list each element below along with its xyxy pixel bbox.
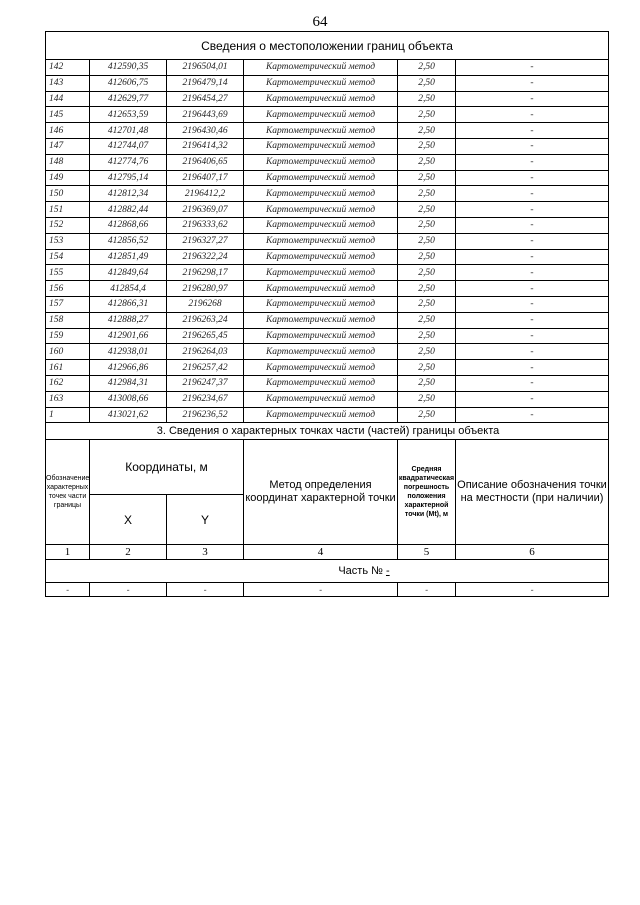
- coord-x: 412966,86: [90, 360, 167, 376]
- part-row: [46, 560, 609, 583]
- coord-x: 412984,31: [90, 375, 167, 391]
- method: Картометрический метод: [244, 138, 398, 154]
- description: -: [456, 344, 609, 360]
- column-index: 2: [90, 545, 167, 560]
- description: -: [456, 265, 609, 281]
- coord-x: 412938,01: [90, 344, 167, 360]
- table-row: [46, 360, 609, 376]
- coord-y: 2196322,24: [167, 249, 244, 265]
- description: -: [456, 186, 609, 202]
- table-row: [46, 344, 609, 360]
- header-accuracy: Средняя квадратическая погрешность положения характерной точки (Mt), м: [398, 440, 456, 545]
- column-index: 3: [167, 545, 244, 560]
- table-row: [46, 265, 609, 281]
- page-number: 64: [312, 14, 328, 30]
- accuracy: 2,50: [398, 328, 456, 344]
- point-number: 147: [46, 138, 90, 154]
- point-number: 160: [46, 344, 90, 360]
- table-row: [46, 233, 609, 249]
- coord-x: 413008,66: [90, 391, 167, 407]
- document-sheet: [45, 31, 608, 597]
- table-row: [46, 328, 609, 344]
- method: Картометрический метод: [244, 296, 398, 312]
- point-number: 152: [46, 217, 90, 233]
- table-row: [46, 312, 609, 328]
- point-number: 154: [46, 249, 90, 265]
- coord-x: 413021,62: [90, 407, 167, 423]
- point-number: 151: [46, 202, 90, 218]
- coord-x: 412888,27: [90, 312, 167, 328]
- coord-y: 2196257,42: [167, 360, 244, 376]
- empty-data-row: [46, 583, 609, 597]
- method: Картометрический метод: [244, 312, 398, 328]
- method: Картометрический метод: [244, 375, 398, 391]
- point-number: 157: [46, 296, 90, 312]
- table-row: [46, 249, 609, 265]
- header-point-designation: Обозначение характерных точек части границы: [46, 440, 90, 545]
- description: -: [456, 138, 609, 154]
- coord-x: 412653,59: [90, 107, 167, 123]
- coord-y: 2196234,67: [167, 391, 244, 407]
- accuracy: 2,50: [398, 217, 456, 233]
- coord-y: 2196247,37: [167, 375, 244, 391]
- coord-x: 412795,14: [90, 170, 167, 186]
- method: Картометрический метод: [244, 407, 398, 423]
- method: Картометрический метод: [244, 186, 398, 202]
- accuracy: 2,50: [398, 375, 456, 391]
- coord-x: 412812,34: [90, 186, 167, 202]
- empty-cell: -: [90, 583, 167, 597]
- accuracy: 2,50: [398, 344, 456, 360]
- table-row: [46, 91, 609, 107]
- accuracy: 2,50: [398, 202, 456, 218]
- coord-x: 412701,48: [90, 123, 167, 139]
- method: Картометрический метод: [244, 328, 398, 344]
- coord-x: 412744,07: [90, 138, 167, 154]
- section-title: 3. Сведения о характерных точках части (частей) границы объекта: [46, 423, 609, 440]
- part-number: -: [385, 565, 390, 578]
- coord-y: 2196327,27: [167, 233, 244, 249]
- description: -: [456, 217, 609, 233]
- table-title: Сведения о местоположении границ объекта: [46, 32, 609, 60]
- coord-x: 412882,44: [90, 202, 167, 218]
- coord-y: 2196406,65: [167, 154, 244, 170]
- coord-y: 2196333,62: [167, 217, 244, 233]
- description: -: [456, 75, 609, 91]
- coord-y: 2196454,27: [167, 91, 244, 107]
- coord-y: 2196298,17: [167, 265, 244, 281]
- description: -: [456, 296, 609, 312]
- accuracy: 2,50: [398, 60, 456, 76]
- accuracy: 2,50: [398, 296, 456, 312]
- description: -: [456, 123, 609, 139]
- accuracy: 2,50: [398, 154, 456, 170]
- column-index: 4: [244, 545, 398, 560]
- method: Картометрический метод: [244, 91, 398, 107]
- description: -: [456, 360, 609, 376]
- coord-y: 2196407,17: [167, 170, 244, 186]
- table-row: [46, 391, 609, 407]
- method: Картометрический метод: [244, 360, 398, 376]
- table-row: [46, 170, 609, 186]
- description: -: [456, 170, 609, 186]
- method: Картометрический метод: [244, 281, 398, 297]
- point-number: 144: [46, 91, 90, 107]
- column-index: 1: [46, 545, 90, 560]
- method: Картометрический метод: [244, 60, 398, 76]
- method: Картометрический метод: [244, 233, 398, 249]
- part-label: Часть №: [338, 565, 383, 578]
- description: -: [456, 391, 609, 407]
- table-row: [46, 107, 609, 123]
- table-row: [46, 75, 609, 91]
- accuracy: 2,50: [398, 123, 456, 139]
- header-x: X: [90, 495, 167, 545]
- accuracy: 2,50: [398, 360, 456, 376]
- section-title-row: [46, 423, 609, 440]
- point-number: 1: [46, 407, 90, 423]
- table-row: [46, 123, 609, 139]
- method: Картометрический метод: [244, 344, 398, 360]
- table-row: [46, 281, 609, 297]
- point-number: 145: [46, 107, 90, 123]
- accuracy: 2,50: [398, 170, 456, 186]
- point-number: 143: [46, 75, 90, 91]
- table-row: [46, 202, 609, 218]
- table-row: [46, 296, 609, 312]
- description: -: [456, 407, 609, 423]
- header-description: Описание обозначения точки на местности (при наличии): [456, 440, 609, 545]
- point-number: 156: [46, 281, 90, 297]
- coord-y: 2196504,01: [167, 60, 244, 76]
- empty-cell: -: [46, 583, 90, 597]
- accuracy: 2,50: [398, 233, 456, 249]
- description: -: [456, 328, 609, 344]
- point-number: 159: [46, 328, 90, 344]
- coord-y: 2196443,69: [167, 107, 244, 123]
- point-number: 162: [46, 375, 90, 391]
- method: Картометрический метод: [244, 202, 398, 218]
- accuracy: 2,50: [398, 265, 456, 281]
- coord-x: 412901,66: [90, 328, 167, 344]
- method: Картометрический метод: [244, 217, 398, 233]
- coord-y: 2196412,2: [167, 186, 244, 202]
- point-number: 161: [46, 360, 90, 376]
- point-number: 158: [46, 312, 90, 328]
- coord-x: 412851,49: [90, 249, 167, 265]
- method: Картометрический метод: [244, 154, 398, 170]
- table-row: [46, 138, 609, 154]
- point-number: 150: [46, 186, 90, 202]
- accuracy: 2,50: [398, 407, 456, 423]
- coord-y: 2196369,07: [167, 202, 244, 218]
- accuracy: 2,50: [398, 138, 456, 154]
- empty-cell: -: [244, 583, 398, 597]
- coord-x: 412629,77: [90, 91, 167, 107]
- coord-y: 2196236,52: [167, 407, 244, 423]
- description: -: [456, 60, 609, 76]
- coord-x: 412590,35: [90, 60, 167, 76]
- point-number: 146: [46, 123, 90, 139]
- point-number: 149: [46, 170, 90, 186]
- column-index: 5: [398, 545, 456, 560]
- description: -: [456, 91, 609, 107]
- description: -: [456, 312, 609, 328]
- table-title-row: [46, 32, 609, 60]
- coord-x: 412774,76: [90, 154, 167, 170]
- coord-y: 2196265,45: [167, 328, 244, 344]
- accuracy: 2,50: [398, 91, 456, 107]
- boundary-table: [45, 31, 609, 423]
- coord-x: 412856,52: [90, 233, 167, 249]
- table-row: [46, 60, 609, 76]
- accuracy: 2,50: [398, 391, 456, 407]
- table-row: [46, 375, 609, 391]
- column-index-row: [46, 545, 609, 560]
- point-number: 153: [46, 233, 90, 249]
- empty-cell: -: [167, 583, 244, 597]
- table-row: [46, 407, 609, 423]
- method: Картометрический метод: [244, 75, 398, 91]
- description: -: [456, 249, 609, 265]
- description: -: [456, 202, 609, 218]
- description: -: [456, 154, 609, 170]
- coord-x: 412866,31: [90, 296, 167, 312]
- point-number: 163: [46, 391, 90, 407]
- coord-y: 2196414,32: [167, 138, 244, 154]
- table-row: [46, 217, 609, 233]
- parts-table: [45, 422, 609, 597]
- empty-cell: -: [398, 583, 456, 597]
- description: -: [456, 233, 609, 249]
- column-index: 6: [456, 545, 609, 560]
- description: -: [456, 375, 609, 391]
- accuracy: 2,50: [398, 107, 456, 123]
- method: Картометрический метод: [244, 107, 398, 123]
- accuracy: 2,50: [398, 281, 456, 297]
- empty-cell: -: [456, 583, 609, 597]
- method: Картометрический метод: [244, 249, 398, 265]
- point-number: 142: [46, 60, 90, 76]
- table-row: [46, 154, 609, 170]
- coord-x: 412606,75: [90, 75, 167, 91]
- coord-y: 2196264,03: [167, 344, 244, 360]
- part-label-cell: [46, 560, 609, 583]
- coord-y: 2196268: [167, 296, 244, 312]
- method: Картометрический метод: [244, 170, 398, 186]
- coord-y: 2196263,24: [167, 312, 244, 328]
- accuracy: 2,50: [398, 186, 456, 202]
- accuracy: 2,50: [398, 75, 456, 91]
- coord-x: 412849,64: [90, 265, 167, 281]
- coord-x: 412868,66: [90, 217, 167, 233]
- header-y: Y: [167, 495, 244, 545]
- coord-y: 2196479,14: [167, 75, 244, 91]
- description: -: [456, 281, 609, 297]
- coord-y: 2196430,46: [167, 123, 244, 139]
- point-number: 148: [46, 154, 90, 170]
- table-row: [46, 186, 609, 202]
- coord-x: 412854,4: [90, 281, 167, 297]
- header-coordinates: Координаты, м: [90, 440, 244, 495]
- method: Картометрический метод: [244, 265, 398, 281]
- accuracy: 2,50: [398, 312, 456, 328]
- method: Картометрический метод: [244, 123, 398, 139]
- header-method: Метод определения координат характерной точки: [244, 440, 398, 545]
- point-number: 155: [46, 265, 90, 281]
- coord-y: 2196280,97: [167, 281, 244, 297]
- method: Картометрический метод: [244, 391, 398, 407]
- description: -: [456, 107, 609, 123]
- accuracy: 2,50: [398, 249, 456, 265]
